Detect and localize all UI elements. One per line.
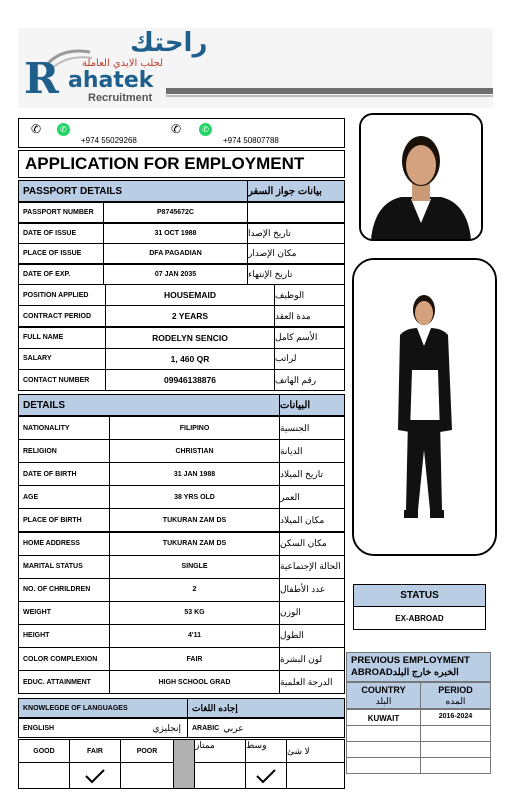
- logo-name: ahatek: [68, 68, 154, 93]
- column-country-label-ar: البلد: [375, 696, 392, 706]
- phone-number-1: +974 55029268: [81, 136, 137, 145]
- passport-row-value: 31 OCT 1988: [103, 223, 248, 244]
- details-row-label: NATIONALITY: [18, 416, 110, 440]
- passport-row-ar: [247, 202, 345, 223]
- arabic-label: [187, 718, 345, 738]
- details-row-ar: الديانة: [279, 439, 345, 463]
- logo-initial: R: [24, 54, 59, 103]
- previous-employment-title: PREVIOUS EMPLOYMENT: [351, 655, 470, 666]
- check-cell-ar-excellent[interactable]: [194, 762, 246, 789]
- details-row-value: FAIR: [109, 647, 280, 671]
- details-row-label: HOME ADDRESS: [18, 532, 110, 556]
- logo: [18, 28, 493, 108]
- details-row-ar: الوزن: [279, 601, 345, 625]
- passport-row-label: PLACE OF ISSUE: [18, 243, 104, 264]
- passport-row-ar: تاريخ الإنتهاء: [247, 264, 345, 285]
- checkmark-icon: [84, 768, 106, 784]
- person-headshot-icon: [361, 115, 481, 239]
- status-header: STATUS: [353, 584, 486, 607]
- details-row-label: WEIGHT: [18, 601, 110, 625]
- details-row-label: NO. OF CHRILDREN: [18, 578, 110, 602]
- passport-row-ar: تاريخ الإصدا: [247, 223, 345, 244]
- level-ar-none: لا شئ: [286, 739, 345, 763]
- prev-empty-cell: [420, 741, 491, 758]
- logo-tagline: لجلب الايدي العاملة: [82, 58, 164, 69]
- prev-country: KUWAIT: [367, 714, 400, 723]
- level-ar-average: وسط: [245, 739, 287, 763]
- person-full-body-icon: [354, 260, 495, 554]
- details-row-ar: الطول: [279, 624, 345, 648]
- check-cell-poor[interactable]: [120, 762, 174, 789]
- position-row-ar: الأسم كامل: [274, 327, 345, 349]
- details-row-label: DATE OF BIRTH: [18, 462, 110, 486]
- previous-employment-subtitle: ABROADالخبره خارج البلد: [351, 667, 459, 678]
- passport-row-label: PASSPORT NUMBER: [18, 202, 104, 223]
- english-label: [18, 718, 188, 738]
- prev-period: 2016-2024: [438, 713, 473, 720]
- details-row-ar: مكان الميلاد: [279, 508, 345, 532]
- details-row-value: TUKURAN ZAM DS: [109, 508, 280, 532]
- prev-empty-cell: [420, 725, 491, 742]
- headshot-photo: [359, 113, 483, 241]
- level-divider: [173, 739, 195, 789]
- details-row-value: FILIPINO: [109, 416, 280, 440]
- column-period-label: PERIOD: [438, 685, 473, 695]
- column-country-label: COUNTRY: [361, 685, 406, 695]
- prev-empty-cell: [346, 757, 421, 774]
- position-row-label: FULL NAME: [18, 327, 106, 349]
- passport-row-value: P8745672C: [103, 202, 248, 223]
- prev-empty-cell: [346, 725, 421, 742]
- details-row-value: HIGH SCHOOL GRAD: [109, 670, 280, 694]
- details-row-value: TUKURAN ZAM DS: [109, 532, 280, 556]
- logo-line-1: [166, 88, 493, 94]
- phone-number-2: +974 50807788: [223, 136, 279, 145]
- whatsapp-icon: ✆: [199, 123, 212, 136]
- position-row-label: CONTACT NUMBER: [18, 369, 106, 391]
- passport-header-ar: بيانات جواز السفر: [247, 180, 345, 202]
- previous-employment-header: [346, 652, 491, 682]
- phone-icon: ✆: [171, 122, 182, 136]
- details-row-value: 38 YRS OLD: [109, 485, 280, 509]
- passport-row-ar: مكان الإصدار: [247, 243, 345, 264]
- passport-header: PASSPORT DETAILS: [18, 180, 248, 202]
- phone-icon: ✆: [31, 122, 42, 136]
- check-cell-ar-none[interactable]: [286, 762, 345, 789]
- details-row-label: RELIGION: [18, 439, 110, 463]
- details-row-value: CHRISTIAN: [109, 439, 280, 463]
- position-row-label: POSITION APPLIED: [18, 284, 106, 306]
- prev-cell: [420, 709, 491, 726]
- details-row-label: COLOR COMPLEXION: [18, 647, 110, 671]
- logo-arabic: راحتك: [130, 28, 208, 58]
- details-row-label: HEIGHT: [18, 624, 110, 648]
- details-row-value: 53 KG: [109, 601, 280, 625]
- column-period: [420, 682, 491, 709]
- level-fair: FAIR: [69, 739, 121, 763]
- passport-row-label: DATE OF EXP.: [18, 264, 104, 285]
- whatsapp-icon: ✆: [57, 123, 70, 136]
- position-row-label: CONTRACT PERIOD: [18, 305, 106, 327]
- details-row-ar: لون البشرة: [279, 647, 345, 671]
- details-row-label: AGE: [18, 485, 110, 509]
- details-row-ar: العمر: [279, 485, 345, 509]
- languages-header-ar: إجاده اللغات: [187, 698, 345, 718]
- details-header-ar: البيانات: [279, 394, 345, 416]
- details-row-ar: الحالة الإجتماعية: [279, 555, 345, 579]
- details-row-ar: مكان السكن: [279, 532, 345, 556]
- position-row-ar: الوظيف: [274, 284, 345, 306]
- column-country: [346, 682, 421, 709]
- position-row-ar: مدة العقد: [274, 305, 345, 327]
- page-title: APPLICATION FOR EMPLOYMENT: [18, 150, 345, 178]
- prev-cell: [346, 709, 421, 726]
- logo-line-2: [166, 95, 493, 97]
- details-row-value: 4'11: [109, 624, 280, 648]
- logo-sub: Recruitment: [88, 92, 153, 104]
- details-header: DETAILS: [18, 394, 280, 416]
- status-value: EX-ABROAD: [353, 606, 486, 630]
- details-row-value: 31 JAN 1988: [109, 462, 280, 486]
- position-row-ar: لراتب: [274, 348, 345, 370]
- prev-empty-cell: [346, 741, 421, 758]
- position-row-value: 1, 460 QR: [105, 348, 275, 370]
- details-row-ar: تاريخ الميلاد: [279, 462, 345, 486]
- arabic-label-ar: عربي: [223, 722, 244, 733]
- column-period-label-ar: المده: [445, 696, 466, 706]
- details-row-label: EDUC. ATTAINMENT: [18, 670, 110, 694]
- position-row-value: HOUSEMAID: [105, 284, 275, 306]
- position-row-label: SALARY: [18, 348, 106, 370]
- full-body-photo: [352, 258, 497, 556]
- level-ar-excellent: ممتاز: [194, 739, 246, 763]
- check-cell-good[interactable]: [18, 762, 70, 789]
- passport-row-value: 07 JAN 2035: [103, 264, 248, 285]
- details-row-ar: الجنسية: [279, 416, 345, 440]
- english-label-ar: إنجليزي: [152, 722, 181, 733]
- details-row-label: MARITAL STATUS: [18, 555, 110, 579]
- details-row-ar: عدد الأطفال: [279, 578, 345, 602]
- details-row-value: SINGLE: [109, 555, 280, 579]
- check-cell-ar-average[interactable]: [245, 762, 287, 789]
- level-good: GOOD: [18, 739, 70, 763]
- arabic-label-en: ARABIC: [192, 724, 220, 732]
- prev-empty-cell: [420, 757, 491, 774]
- passport-row-label: DATE OF ISSUE: [18, 223, 104, 244]
- check-cell-fair[interactable]: [69, 762, 121, 789]
- checkmark-icon: [255, 768, 277, 784]
- position-row-value: RODELYN SENCIO: [105, 327, 275, 349]
- details-row-ar: الدرجة العلمية: [279, 670, 345, 694]
- position-row-value: 2 YEARS: [105, 305, 275, 327]
- position-row-value: 09946138876: [105, 369, 275, 391]
- level-poor: POOR: [120, 739, 174, 763]
- english-label-en: ENGLISH: [23, 724, 55, 732]
- languages-header: KNOWLEGDE OF LANGUAGES: [18, 698, 188, 718]
- passport-row-value: DFA PAGADIAN: [103, 243, 248, 264]
- details-row-label: PLACE OF BIRTH: [18, 508, 110, 532]
- position-row-ar: رقم الهاتف: [274, 369, 345, 391]
- contact-bar: [18, 118, 345, 148]
- details-row-value: 2: [109, 578, 280, 602]
